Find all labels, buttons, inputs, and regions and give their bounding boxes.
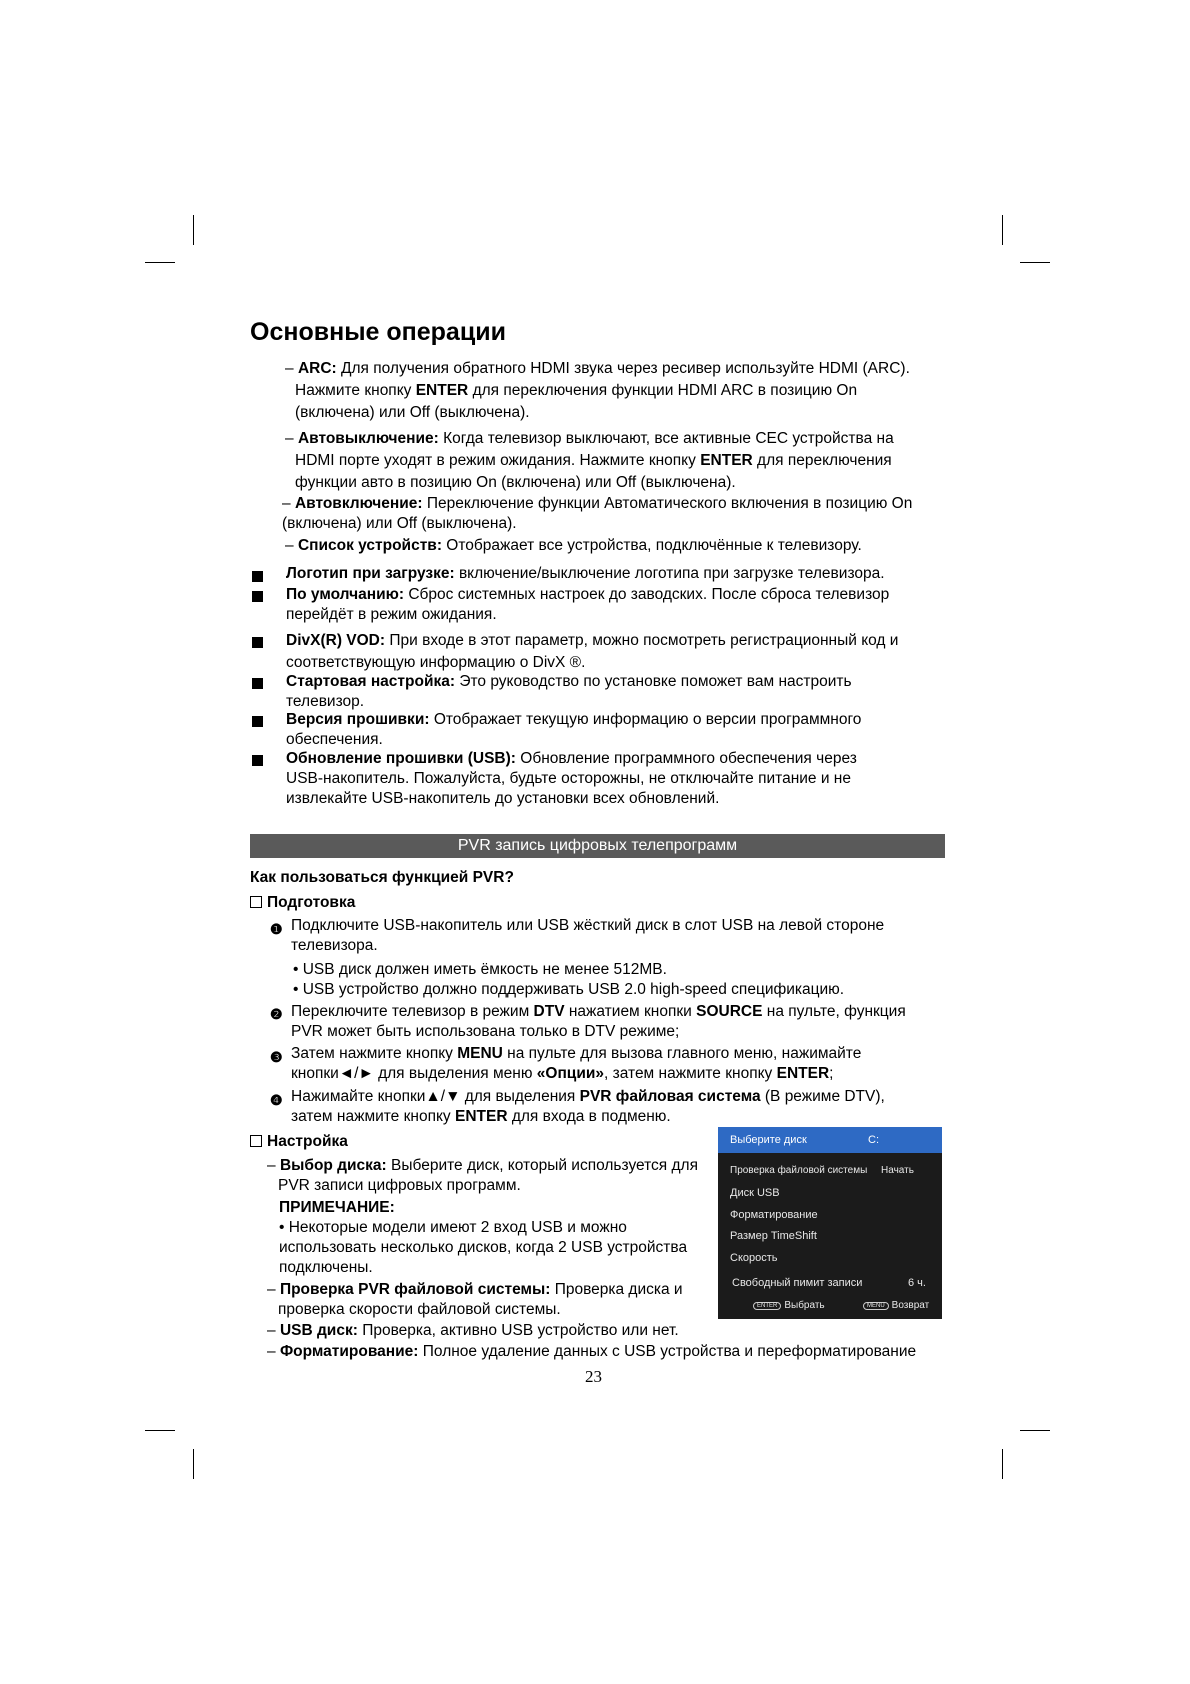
- osd-disk-value: C:: [868, 1134, 879, 1146]
- checkbox-icon: [250, 896, 262, 908]
- crop-mark: [1002, 215, 1003, 245]
- setting-heading: Настройка: [250, 1131, 348, 1153]
- enter-key-icon: ENTER: [753, 1302, 781, 1310]
- square-bullet: [252, 637, 263, 648]
- square-bullet: [252, 678, 263, 689]
- osd-free-limit: Свободный пимит записи: [732, 1277, 863, 1289]
- crop-mark: [145, 262, 175, 263]
- update-item: Обновление прошивки (USB): Обновление программного обеспечения через USB-накопитель. Пожалуйста, будьте осторожны, не отключайте питание и не извлекайте USB-накопитель до установки всех обновлений.: [286, 750, 857, 807]
- osd-select-disk-label: Выберите диск: [730, 1134, 807, 1146]
- checkbox-icon: [250, 1135, 262, 1147]
- disk-select-paragraph: – Выбор диска: Выберите диск, который используется для PVR записи цифровых программ.: [267, 1157, 698, 1194]
- osd-menu-screenshot: [718, 1127, 942, 1319]
- version-item: Версия прошивки: Отображает текущую информацию о версии программного обеспечения.: [286, 711, 862, 748]
- autooff-paragraph: – Автовыключение: Когда телевизор выключают, все активные CEC устройства на HDMI порте уходят в режим ожидания. Нажмите кнопку ENTER для переключения функции авто в позицию On (включена) или Off (выключена).: [285, 430, 894, 491]
- osd-check-fs: Проверка файловой системы: [730, 1165, 868, 1176]
- arc-paragraph: – ARC: Для получения обратного HDMI звука через ресивер используйте HDMI (ARC). Нажмите кнопку ENTER для переключения функции HDMI ARC в позицию On (включена) или Off (выключена).: [285, 360, 910, 421]
- step-number-1: ❶: [270, 921, 283, 937]
- crop-mark: [145, 1430, 175, 1431]
- crop-mark: [193, 215, 194, 245]
- format-paragraph: – Форматирование: Полное удаление данных с USB устройства и переформатирование: [267, 1343, 917, 1360]
- osd-start: Начать: [881, 1165, 914, 1176]
- page-title: Основные операции: [250, 318, 506, 346]
- step-1-requirements: • USB диск должен иметь ёмкость не менее 512MB. • USB устройство должно поддерживать USB 2.0 high-speed спецификацию.: [293, 961, 845, 998]
- page-number: 23: [585, 1367, 602, 1386]
- osd-speed: Скорость: [730, 1252, 778, 1264]
- square-bullet: [252, 755, 263, 766]
- square-bullet: [252, 571, 263, 582]
- step-number-2: ❷: [270, 1006, 283, 1022]
- square-bullet: [252, 716, 263, 727]
- osd-free-value: 6 ч.: [908, 1277, 926, 1289]
- autoon-paragraph: – Автовключение: Переключение функции Автоматического включения в позицию On (включена) или Off (выключена).: [282, 495, 913, 532]
- logo-item: Логотип при загрузке: включение/выключение логотипа при загрузке телевизора.: [286, 565, 885, 582]
- crop-mark: [193, 1449, 194, 1479]
- square-bullet: [252, 591, 263, 602]
- crop-mark: [1002, 1449, 1003, 1479]
- step-number-4: ❹: [270, 1092, 283, 1108]
- crop-mark: [1020, 1430, 1050, 1431]
- step-3: Затем нажмите кнопку MENU на пульте для вызова главного меню, нажимайте кнопки◄/► для выделения меню «Опции», затем нажмите кнопку ENTER;: [291, 1045, 862, 1082]
- step-number-3: ❸: [270, 1049, 283, 1065]
- setup-item: Стартовая настройка: Это руководство по установке поможет вам настроить телевизор.: [286, 673, 852, 710]
- osd-menu-hint: MENU Возврат: [863, 1300, 929, 1311]
- section-header-band: PVR запись цифровых телепрограмм: [250, 834, 945, 858]
- default-item: По умолчанию: Сброс системных настроек до заводских. После сброса телевизор перейдёт в режим ожидания.: [286, 586, 890, 623]
- menu-key-icon: MENU: [863, 1302, 889, 1310]
- osd-enter-hint: ENTER Выбрать: [753, 1300, 825, 1311]
- howto-heading: Как пользоваться функцией PVR?: [250, 869, 514, 886]
- check-fs-paragraph: – Проверка PVR файловой системы: Проверка диска и проверка скорости файловой системы.: [267, 1281, 683, 1318]
- osd-timeshift: Размер TimeShift: [730, 1230, 817, 1242]
- osd-usb-disk: Диск USB: [730, 1187, 780, 1199]
- step-4: Нажимайте кнопки▲/▼ для выделения PVR файловая система (В режиме DTV), затем нажмите кнопку ENTER для входа в подменю.: [291, 1088, 885, 1125]
- usb-disk-paragraph: – USB диск: Проверка, активно USB устройство или нет.: [267, 1322, 679, 1339]
- crop-mark: [1020, 262, 1050, 263]
- divx-item: DivX(R) VOD: При входе в этот параметр, можно посмотреть регистрационный код и соответствующую информацию о DivX ®.: [286, 632, 899, 671]
- step-2: Переключите телевизор в режим DTV нажатием кнопки SOURCE на пульте, функция PVR может быть использована только в DTV режиме;: [291, 1003, 906, 1040]
- devices-paragraph: – Список устройств: Отображает все устройства, подключённые к телевизору.: [285, 537, 862, 554]
- note-block: ПРИМЕЧАНИЕ: • Некоторые модели имеют 2 вход USB и можно использовать несколько дисков, когда 2 USB устройства подключены.: [279, 1199, 688, 1276]
- osd-format: Форматирование: [730, 1209, 818, 1221]
- prep-heading: Подготовка: [250, 892, 355, 914]
- step-1: Подключите USB-накопитель или USB жёсткий диск в слот USB на левой стороне телевизора.: [291, 917, 885, 954]
